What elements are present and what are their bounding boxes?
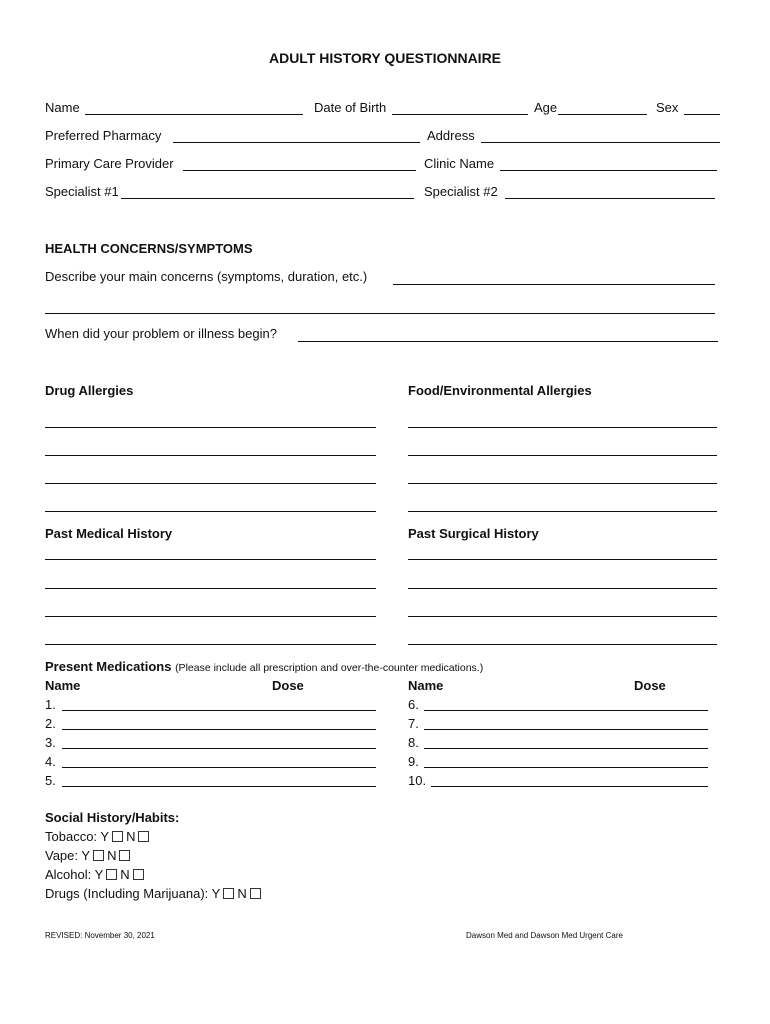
med-line[interactable] bbox=[62, 767, 376, 768]
drugs-label: Drugs (Including Marijuana): Y bbox=[45, 886, 221, 901]
pharmacy-field[interactable] bbox=[173, 142, 420, 143]
med-number: 10. bbox=[408, 773, 427, 788]
med-line[interactable] bbox=[62, 729, 376, 730]
med-number: 4. bbox=[45, 754, 56, 769]
pcp-field[interactable] bbox=[183, 170, 416, 171]
began-label: When did your problem or illness begin? bbox=[45, 326, 277, 341]
alcohol-row bbox=[45, 867, 147, 883]
med-line[interactable] bbox=[431, 786, 708, 787]
clinic-label: Clinic Name bbox=[424, 156, 495, 171]
med-line[interactable] bbox=[424, 710, 708, 711]
drug-allergy-line[interactable] bbox=[45, 455, 376, 456]
no-label: N bbox=[126, 829, 136, 844]
med-dose-label: Dose bbox=[272, 678, 304, 693]
med-number: 8. bbox=[408, 735, 419, 750]
tobacco-no-checkbox[interactable] bbox=[138, 831, 149, 842]
concerns-field-2[interactable] bbox=[45, 313, 715, 314]
medical-history-line[interactable] bbox=[45, 588, 376, 589]
surgical-history-heading: Past Surgical History bbox=[408, 526, 539, 541]
tobacco-yes-checkbox[interactable] bbox=[112, 831, 123, 842]
specialist1-label: Specialist #1 bbox=[45, 184, 119, 199]
concerns-field[interactable] bbox=[393, 284, 715, 285]
drug-allergy-line[interactable] bbox=[45, 483, 376, 484]
address-field[interactable] bbox=[481, 142, 720, 143]
medical-history-line[interactable] bbox=[45, 559, 376, 560]
address-label: Address bbox=[427, 128, 475, 143]
pcp-label: Primary Care Provider bbox=[45, 156, 174, 171]
form-title: ADULT HISTORY QUESTIONNAIRE bbox=[268, 50, 502, 66]
drugs-no-checkbox[interactable] bbox=[250, 888, 261, 899]
surgical-history-line[interactable] bbox=[408, 616, 717, 617]
med-number: 1. bbox=[45, 697, 56, 712]
alcohol-yes-checkbox[interactable] bbox=[106, 869, 117, 880]
vape-no-checkbox[interactable] bbox=[119, 850, 130, 861]
medical-history-line[interactable] bbox=[45, 616, 376, 617]
food-allergy-line[interactable] bbox=[408, 455, 717, 456]
med-number: 2. bbox=[45, 716, 56, 731]
sex-label: Sex bbox=[656, 100, 679, 115]
specialist2-label: Specialist #2 bbox=[424, 184, 498, 199]
medications-note: (Please include all prescription and over-the-counter medications.) bbox=[175, 662, 484, 674]
drugs-yes-checkbox[interactable] bbox=[223, 888, 234, 899]
tobacco-label: Tobacco: Y bbox=[45, 829, 110, 844]
pharmacy-label: Preferred Pharmacy bbox=[45, 128, 162, 143]
med-line[interactable] bbox=[62, 748, 376, 749]
name-label: Name bbox=[45, 100, 80, 115]
drug-allergy-line[interactable] bbox=[45, 427, 376, 428]
social-heading: Social History/Habits: bbox=[45, 810, 180, 825]
clinic-field[interactable] bbox=[500, 170, 717, 171]
specialist1-field[interactable] bbox=[121, 198, 414, 199]
name-field[interactable] bbox=[85, 114, 303, 115]
drug-allergy-line[interactable] bbox=[45, 511, 376, 512]
health-heading: HEALTH CONCERNS/SYMPTOMS bbox=[45, 241, 253, 256]
alcohol-no-checkbox[interactable] bbox=[133, 869, 144, 880]
sex-field[interactable] bbox=[684, 114, 720, 115]
tobacco-row bbox=[45, 829, 152, 845]
age-label: Age bbox=[534, 100, 558, 115]
no-label: N bbox=[120, 867, 130, 882]
med-line[interactable] bbox=[424, 748, 708, 749]
surgical-history-line[interactable] bbox=[408, 559, 717, 560]
med-number: 3. bbox=[45, 735, 56, 750]
med-line[interactable] bbox=[62, 710, 376, 711]
med-number: 9. bbox=[408, 754, 419, 769]
no-label: N bbox=[107, 848, 117, 863]
vape-label: Vape: Y bbox=[45, 848, 91, 863]
med-name-label: Name bbox=[45, 678, 81, 693]
vape-yes-checkbox[interactable] bbox=[93, 850, 104, 861]
medical-history-heading: Past Medical History bbox=[45, 526, 173, 541]
drug-allergies-heading: Drug Allergies bbox=[45, 383, 134, 398]
revised-date: REVISED: November 30, 2021 bbox=[45, 931, 155, 940]
drugs-row bbox=[45, 886, 264, 902]
alcohol-label: Alcohol: Y bbox=[45, 867, 104, 882]
med-name-label-right: Name bbox=[408, 678, 444, 693]
dob-field[interactable] bbox=[392, 114, 528, 115]
vape-row bbox=[45, 848, 133, 864]
med-number: 6. bbox=[408, 697, 419, 712]
med-line[interactable] bbox=[424, 767, 708, 768]
med-line[interactable] bbox=[424, 729, 708, 730]
food-allergy-line[interactable] bbox=[408, 427, 717, 428]
specialist2-field[interactable] bbox=[505, 198, 715, 199]
medications-heading-row bbox=[45, 659, 483, 676]
food-allergies-heading: Food/Environmental Allergies bbox=[408, 383, 592, 398]
food-allergy-line[interactable] bbox=[408, 483, 717, 484]
medications-heading: Present Medications bbox=[45, 659, 172, 674]
med-number: 5. bbox=[45, 773, 56, 788]
food-allergy-line[interactable] bbox=[408, 511, 717, 512]
no-label: N bbox=[237, 886, 247, 901]
dob-label: Date of Birth bbox=[314, 100, 387, 115]
med-line[interactable] bbox=[62, 786, 376, 787]
footer-org: Dawson Med and Dawson Med Urgent Care bbox=[466, 931, 623, 940]
med-number: 7. bbox=[408, 716, 419, 731]
med-dose-label-right: Dose bbox=[634, 678, 666, 693]
surgical-history-line[interactable] bbox=[408, 588, 717, 589]
concerns-label: Describe your main concerns (symptoms, duration, etc.) bbox=[45, 269, 368, 284]
began-field[interactable] bbox=[298, 341, 718, 342]
surgical-history-line[interactable] bbox=[408, 644, 717, 645]
medical-history-line[interactable] bbox=[45, 644, 376, 645]
age-field[interactable] bbox=[558, 114, 647, 115]
